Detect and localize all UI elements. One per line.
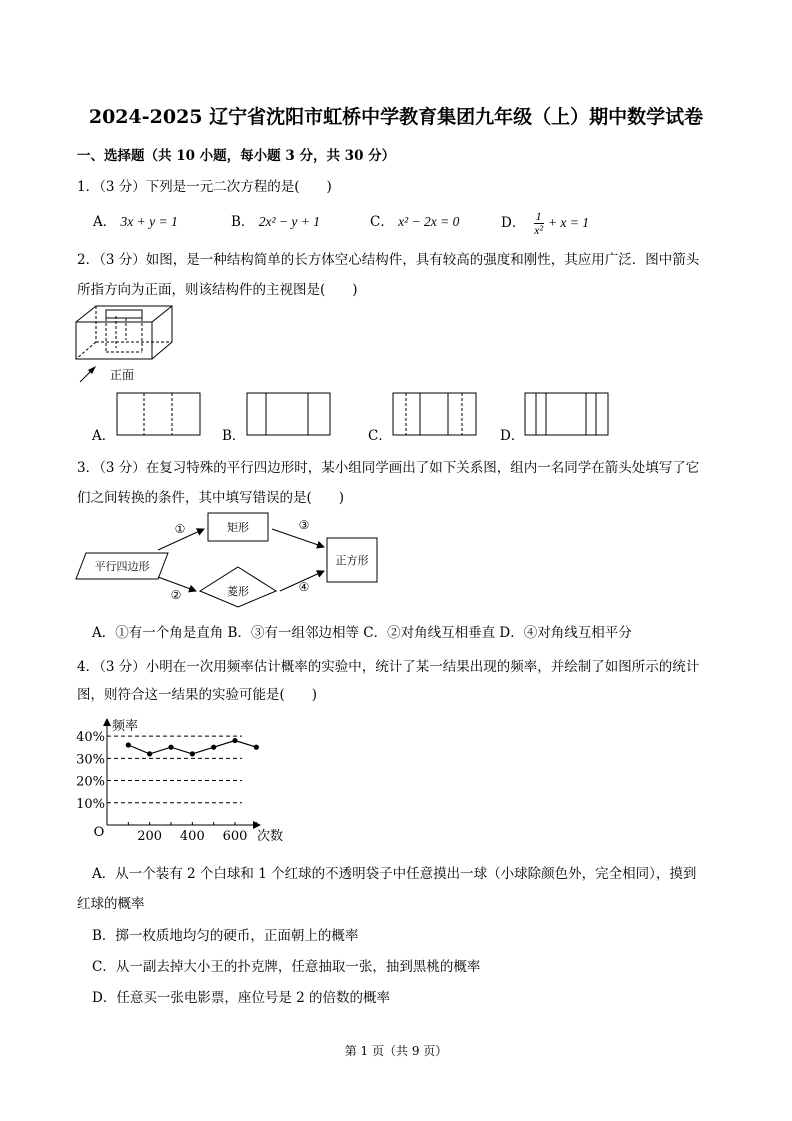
label-arrow-2: ②: [170, 588, 182, 602]
data-point: [254, 745, 259, 750]
q4-option-a-line1: A．从一个装有 2 个白球和 1 个红球的不透明袋子中任意摸出一球（小球除颜色外，完全相同），摸到: [92, 866, 697, 882]
q1-stem: 1．（3 分）下列是一元二次方程的是( ): [77, 179, 332, 195]
section-heading: 一、选择题（共 10 小题，每小题 3 分，共 30 分）: [77, 148, 396, 164]
q3-stem-line2: 们之间转换的条件，其中填写错误的是( ): [77, 490, 345, 506]
x-tick-label: 400: [179, 829, 205, 844]
data-point: [190, 751, 195, 756]
q2-front-label: 正面: [110, 368, 135, 382]
q4-option-b: B．掷一枚质地均匀的硬币，正面朝上的概率: [92, 928, 359, 944]
label-arrow-1: ①: [174, 522, 186, 536]
page-footer: 第 1 页（共 9 页）: [344, 1044, 448, 1058]
q2-option-d-label: D．: [500, 428, 525, 444]
q1-d-denominator: x²: [534, 223, 544, 237]
q2-option-b-label: B．: [222, 428, 246, 444]
label-arrow-4: ④: [298, 580, 310, 594]
x-tick-label: 200: [137, 829, 163, 844]
y-tick-label: 40%: [76, 730, 105, 746]
chart-origin: O: [93, 825, 105, 840]
q2-option-a-label: A．: [92, 428, 116, 444]
label-parallelogram: 平行四边形: [94, 560, 150, 573]
q1-option-b: B． 2x² − y + 1: [231, 214, 320, 230]
y-tick-label: 20%: [76, 774, 105, 790]
q2-stem-line1: 2．（3 分）如图，是一种结构简单的长方体空心结构件，具有较高的强度和刚性，其应用广泛．图中箭头: [77, 252, 700, 268]
data-point: [232, 738, 237, 743]
chart-xlabel: 次数: [257, 829, 284, 844]
q3-options: A．①有一个角是直角 B．③有一组邻边相等 C．②对角线互相垂直 D．④对角线互相平分: [92, 625, 632, 641]
q3-stem-line1: 3．（3 分）在复习特殊的平行四边形时，某小组同学画出了如下关系图，组内一名同学在箭头处填写了它: [77, 460, 700, 476]
y-tick-label: 10%: [76, 796, 105, 812]
label-rectangle: 矩形: [227, 521, 249, 534]
x-tick-label: 600: [222, 829, 248, 844]
y-tick-label: 30%: [76, 752, 105, 768]
q1-option-d: D． $\frac{1}{\text{x²}}$ + x = 1: [501, 209, 590, 237]
label-arrow-3: ③: [298, 518, 310, 532]
chart-ylabel: 频率: [112, 719, 139, 734]
q2-option-c-label: C．: [368, 428, 392, 444]
q2-option-c-view: [392, 392, 478, 438]
data-point: [168, 745, 173, 750]
label-rhombus: 菱形: [227, 585, 249, 598]
q2-option-b-view: [246, 392, 332, 438]
q4-stem-line1: 4．（3 分）小明在一次用频率估计概率的实验中，统计了某一结果出现的频率，并绘制了如图所示的统计: [77, 659, 700, 675]
q4-option-c: C．从一副去掉大小王的扑克牌，任意抽取一张，抽到黑桃的概率: [92, 959, 481, 975]
q1-option-a: A． 3x + y = 1: [93, 214, 178, 230]
q4-stem-line2: 图，则符合这一结果的实验可能是( ): [77, 687, 318, 703]
q2-option-d-view: [524, 392, 610, 438]
q1-option-c: C． x² − 2x = 0: [370, 214, 460, 230]
q3-relation-diagram: [72, 505, 392, 615]
data-point: [211, 745, 216, 750]
data-point: [147, 751, 152, 756]
page-title: 2024-2025 辽宁省沈阳市虹桥中学教育集团九年级（上）期中数学试卷: [88, 106, 704, 128]
data-point: [126, 742, 131, 747]
q4-option-a-line2: 红球的概率: [77, 896, 145, 912]
q4-frequency-chart: [72, 712, 297, 847]
q2-stem-line2: 所指方向为正面，则该结构件的主视图是( ): [77, 282, 358, 298]
q2-option-a-view: [116, 392, 202, 438]
q1-d-numerator: 1: [535, 209, 542, 223]
q4-option-d: D．任意买一张电影票，座位号是 2 的倍数的概率: [92, 990, 390, 1006]
label-square: 正方形: [335, 554, 369, 567]
